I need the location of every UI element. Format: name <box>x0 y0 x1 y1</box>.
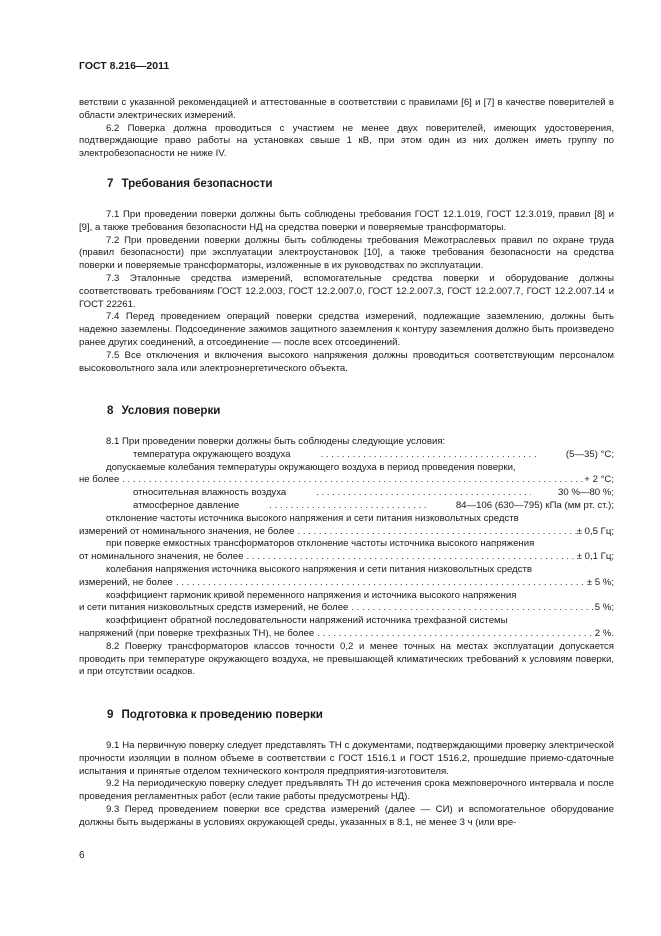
paragraph-7-1: 7.1 При проведении поверки должны быть соблюдены требования ГОСТ 12.1.019, ГОСТ 12.3.019, правил [8] и [9], а также требования безопасности НД на средства поверки и поверяемые трансформаторы. <box>79 209 614 233</box>
section-9-title: Подготовка к проведению поверки <box>121 708 323 721</box>
section-8-title: Условия поверки <box>121 404 221 417</box>
section-7-body <box>79 209 614 375</box>
paragraph-8-2: 8.2 Поверку трансформаторов классов точности 0,2 и менее точных на местах эксплуатации допускается проводить при температуре окружающего воздуха, не превышающей климатических требований к условиям поверки, и при отсутствии осадков. <box>79 640 614 678</box>
section-9-number: 9 <box>107 708 114 721</box>
condition-harmonics: и сети питания низковольтных средств измерений, не более . . . 5 %; <box>79 602 614 615</box>
paragraph-6-2: 6.2 Поверка должна проводиться с участием не менее двух поверителей, имеющих удостоверения, подтверждающие право работы на установках свыше 1 кВ, при этом один из них должен иметь группу по электробезопасности не ниже IV. <box>79 122 614 160</box>
section-8-number: 8 <box>107 404 114 417</box>
section-7-number: 7 <box>107 177 114 190</box>
condition-voltage-line: колебания напряжения источника высокого напряжения и сети питания низковольтных средств <box>106 563 533 575</box>
condition-frequency: измерений от номинального значения, не более . . . ± 0,5 Гц; <box>79 526 614 539</box>
condition-temp-variation: не более . . . + 2 °С; <box>79 474 614 487</box>
condition-voltage: измерений, не более . . . ± 5 %; <box>79 577 614 590</box>
condition-frequency-line: отклонение частоты источника высокого напряжения и сети питания низковольтных средств <box>106 512 519 524</box>
section-8-heading <box>107 404 220 417</box>
condition-humidity: относительная влажность воздуха . . . 30 %—80 %; <box>79 487 614 500</box>
condition-negative-sequence-line: коэффициент обратной последовательности напряжений источника трехфазной системы <box>106 615 508 627</box>
section-8-body <box>79 436 614 679</box>
paragraph-7-5: 7.5 Все отключения и включения высокого напряжения должны проводиться соответствующим персоналом высоковольтного зала или электроэнергетического объекта. <box>79 349 614 374</box>
paragraph-7-4: 7.4 Перед проведением операций поверки средства измерений, подлежащие заземлению, должны быть надежно заземлены. Подсоединение зажимов защитного заземления к контуру заземления должно быть произведено ранее других соединений, а отсоединение — после всех отсоединений. <box>79 311 614 348</box>
paragraph-9-2: 9.2 На периодическую поверку следует предъявлять ТН до истечения срока межповерочного интервала и после проведения регламентных работ (если такие работы предусмотрены НД). <box>79 778 614 803</box>
paragraph-9-3: 9.3 Перед проведением поверки все средства измерений (далее — СИ) и вспомогательное оборудование должны быть выдержаны в условиях окружающей среды, указанных в 8.1, не менее 3 ч (или вре- <box>79 803 614 828</box>
intro-block <box>79 97 614 161</box>
condition-temperature: температура окружающего воздуха . . . (5—35) °С; <box>79 449 614 462</box>
condition-capacitive-frequency: от номинального значения, не более . . . ± 0,1 Гц; <box>79 551 614 564</box>
condition-capacitive-frequency-line: при поверке емкостных трансформаторов отклонение частоты источника высокого напряжения <box>106 538 535 550</box>
condition-pressure: атмосферное давление . . . 84—106 (630—795) кПа (мм рт. ст.); <box>79 500 614 513</box>
section-7-heading <box>107 177 273 190</box>
paragraph-7-3: 7.3 Эталонные средства измерений, вспомогательные средства поверки и оборудование должны соответствовать требованиям ГОСТ 12.2.003, ГОСТ 12.2.007.0, ГОСТ 12.2.007.3, ГОСТ 12.2.007.7, ГОСТ 12.2.007.14 и ГОСТ 22261. <box>79 272 614 310</box>
page-number: 6 <box>79 850 85 861</box>
document-header: ГОСТ 8.216—2011 <box>79 60 170 72</box>
condition-harmonics-line: коэффициент гармоник кривой переменного напряжения и источника высокого напряжения <box>106 589 517 601</box>
paragraph-7-2: 7.2 При проведении поверки должны быть соблюдены требования Межотраслевых правил по охране труда (правил безопасности) при эксплуатации электроустановок [10], а также требования безопасности на средства поверки и поверяемые трансформаторы, изложенные в их руководствах по эксплуатации. <box>79 234 614 272</box>
condition-negative-sequence: напряжений (при поверке трехфазных ТН), не более . . . 2 %. <box>79 628 614 641</box>
section-9-heading <box>107 708 323 721</box>
condition-temp-variation-line: допускаемые колебания температуры окружающего воздуха в период проведения поверки, <box>106 461 516 473</box>
section-7-title: Требования безопасности <box>121 177 273 190</box>
paragraph-9-1: 9.1 На первичную поверку следует представлять ТН с документами, подтверждающими проверку электрической прочности изоляции в полном объеме в соответствии с ГОСТ 1516.1 и ГОСТ 1516.2, прошедшие приемо-сдаточные испытания и принятые отделом технического контроля предприятия-изготовителя. <box>79 740 614 777</box>
section-9-body <box>79 740 614 830</box>
paragraph-8-1: 8.1 При проведении поверки должны быть соблюдены следующие условия: <box>106 436 446 447</box>
intro-paragraph: ветствии с указанной рекомендацией и аттестованные в соответствии с правилами [6] и [7] в качестве поверителей в области электрических измерений. <box>79 97 614 121</box>
